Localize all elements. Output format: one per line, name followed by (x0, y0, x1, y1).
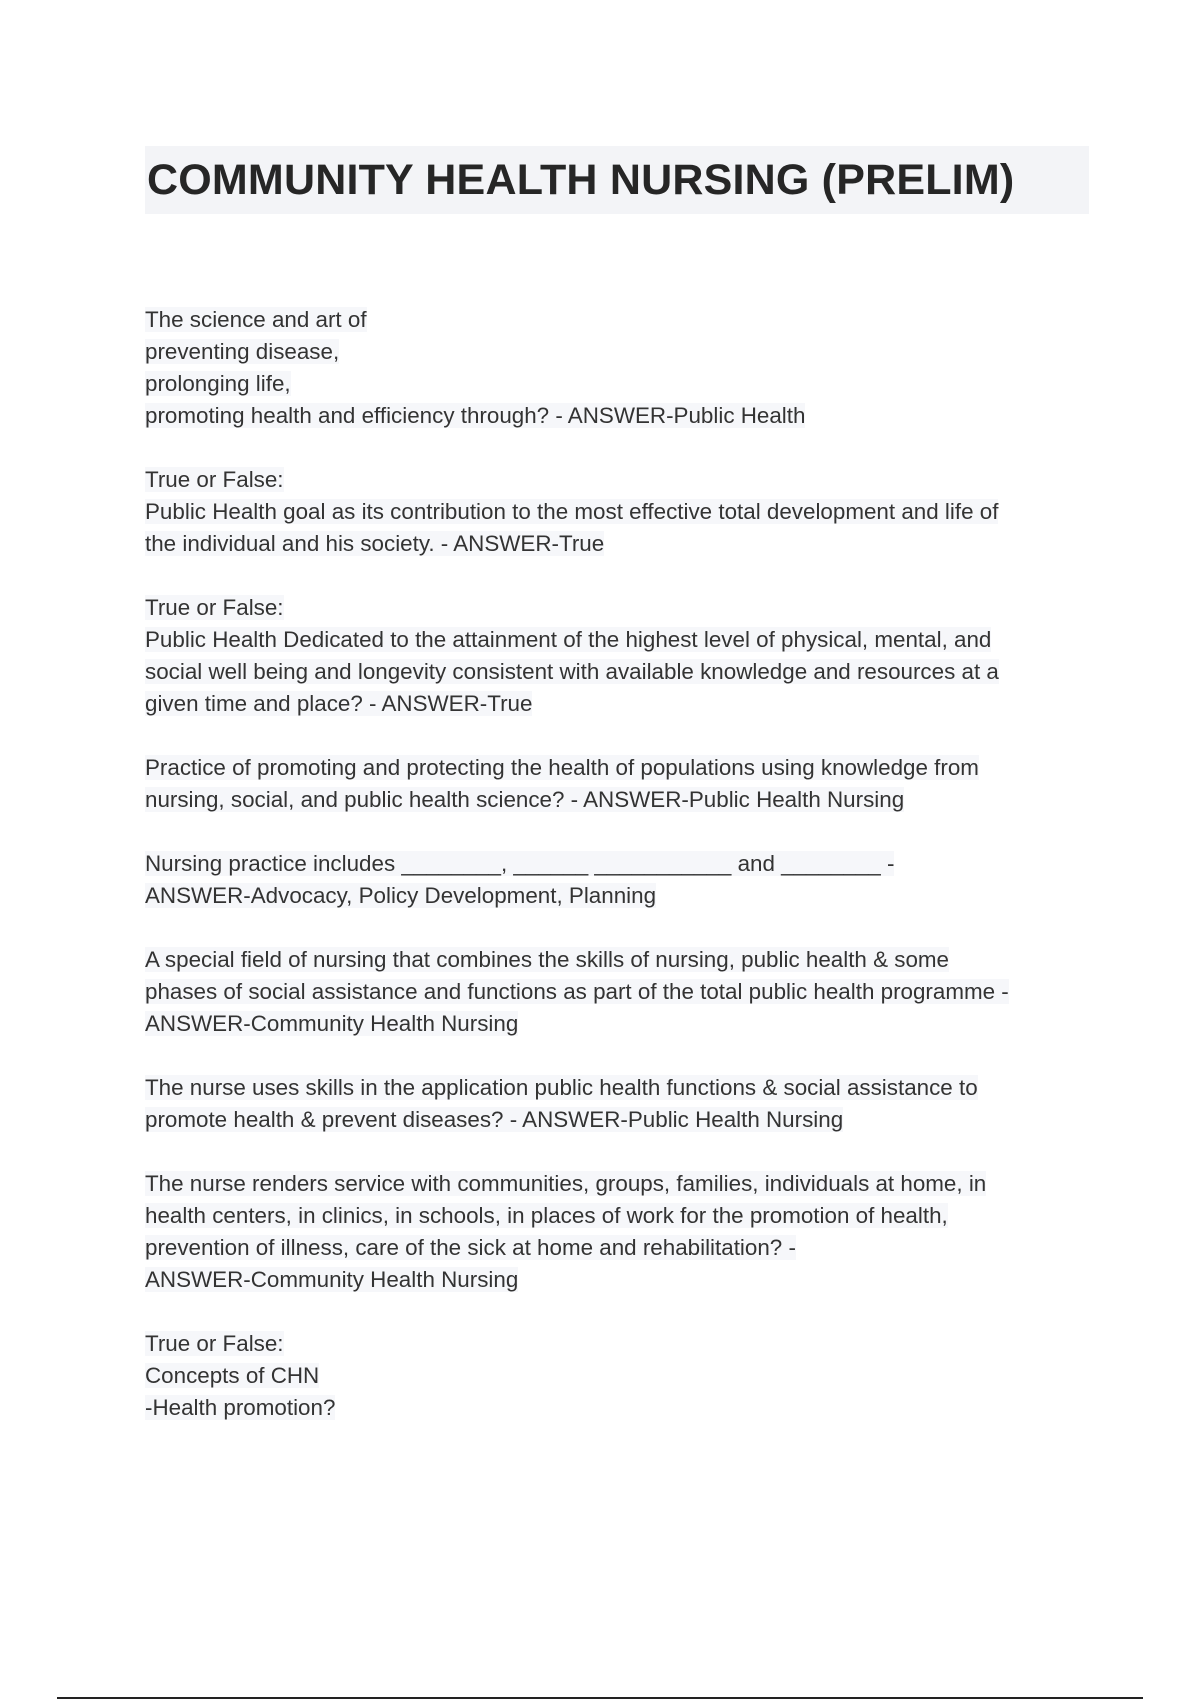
qa-line-text: given time and place? - ANSWER-True (145, 691, 533, 716)
qa-line-text: -Health promotion? (145, 1395, 336, 1420)
qa-item (145, 592, 1095, 720)
qa-item (145, 304, 1095, 432)
qa-item (145, 944, 1095, 1040)
qa-line (145, 592, 1095, 624)
qa-line (145, 1168, 1095, 1200)
qa-line-text: True or False: (145, 1331, 284, 1356)
qa-line (145, 368, 1095, 400)
qa-line (145, 944, 1095, 976)
qa-line (145, 1392, 1095, 1424)
qa-line-text: Practice of promoting and protecting the health of populations using knowledge from (145, 755, 979, 780)
qa-line (145, 784, 1095, 816)
qa-line (145, 528, 1095, 560)
footer-divider (57, 1697, 1143, 1699)
qa-line-text: The nurse uses skills in the application public health functions & social assistance to (145, 1075, 978, 1100)
qa-line (145, 1072, 1095, 1104)
qa-item (145, 464, 1095, 560)
qa-line (145, 1008, 1095, 1040)
qa-line (145, 752, 1095, 784)
qa-line (145, 976, 1095, 1008)
qa-line (145, 880, 1095, 912)
qa-line-text: Nursing practice includes ________, ______ ___________ and ________ - (145, 851, 895, 876)
qa-item (145, 848, 1095, 912)
qa-line (145, 624, 1095, 656)
qa-line-text: preventing disease, (145, 339, 340, 364)
qa-line-text: A special field of nursing that combines the skills of nursing, public health & some (145, 947, 950, 972)
qa-line-text: True or False: (145, 467, 284, 492)
qa-line-text: The nurse renders service with communities, groups, families, individuals at home, in (145, 1171, 987, 1196)
qa-line (145, 1104, 1095, 1136)
qa-line-text: Public Health goal as its contribution to the most effective total development and life of (145, 499, 999, 524)
qa-line (145, 1200, 1095, 1232)
qa-line-text: prevention of illness, care of the sick at home and rehabilitation? - (145, 1235, 796, 1260)
qa-line (145, 1360, 1095, 1392)
qa-line (145, 304, 1095, 336)
qa-line-text: social well being and longevity consistent with available knowledge and resources at a (145, 659, 999, 684)
qa-line-text: ANSWER-Advocacy, Policy Development, Planning (145, 883, 657, 908)
qa-line (145, 848, 1095, 880)
qa-line-text: True or False: (145, 595, 284, 620)
qa-line (145, 1264, 1095, 1296)
qa-line-text: phases of social assistance and functions as part of the total public health programme - (145, 979, 1009, 1004)
qa-line-text: promoting health and efficiency through? - ANSWER-Public Health (145, 403, 806, 428)
qa-line (145, 496, 1095, 528)
qa-line (145, 656, 1095, 688)
qa-line-text: ANSWER-Community Health Nursing (145, 1267, 519, 1292)
qa-item (145, 1168, 1095, 1296)
qa-line (145, 1328, 1095, 1360)
qa-line-text: health centers, in clinics, in schools, in places of work for the promotion of health, (145, 1203, 948, 1228)
qa-line (145, 1232, 1095, 1264)
qa-item (145, 1072, 1095, 1136)
qa-line-text: promote health & prevent diseases? - ANSWER-Public Health Nursing (145, 1107, 844, 1132)
qa-list (145, 304, 1095, 1456)
qa-line-text: Concepts of CHN (145, 1363, 320, 1388)
qa-line (145, 688, 1095, 720)
page-title: COMMUNITY HEALTH NURSING (PRELIM) (147, 156, 1015, 204)
title-block (145, 146, 1089, 214)
qa-item (145, 752, 1095, 816)
qa-line-text: the individual and his society. - ANSWER-True (145, 531, 605, 556)
qa-line-text: nursing, social, and public health science? - ANSWER-Public Health Nursing (145, 787, 905, 812)
qa-line-text: The science and art of (145, 307, 367, 332)
qa-line-text: ANSWER-Community Health Nursing (145, 1011, 519, 1036)
qa-line (145, 464, 1095, 496)
qa-line-text: prolonging life, (145, 371, 291, 396)
qa-line (145, 400, 1095, 432)
qa-line (145, 336, 1095, 368)
qa-line-text: Public Health Dedicated to the attainment of the highest level of physical, mental, and (145, 627, 992, 652)
qa-item (145, 1328, 1095, 1424)
